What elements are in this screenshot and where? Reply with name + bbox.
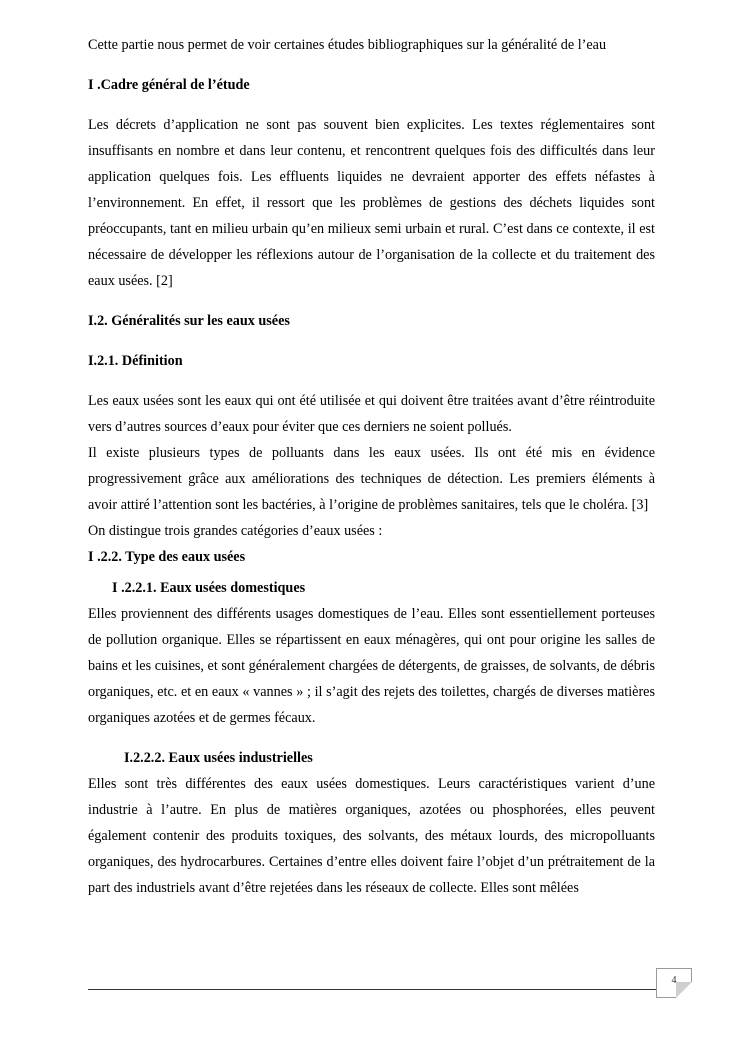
intro-text: Cette partie nous permet de voir certaines études bibliographiques sur la généralité de l’eau xyxy=(88,37,607,53)
paragraph-definition-2: Il existe plusieurs types de polluants dans les eaux usées. Ils ont été mis en évidence progressivement grâce aux améliorations des techniques de détection. Les premiers éléments à avoir attiré l’attention sont les bactéries, à l’origine de problèmes sanitaires, tels que le choléra. [3] xyxy=(88,445,655,513)
page-number: 4 xyxy=(656,968,692,998)
subsubsection-heading-domestiques: I .2.2.1. Eaux usées domestiques xyxy=(112,580,306,596)
subsection-heading-types: I .2.2. Type des eaux usées xyxy=(88,549,246,565)
footer-divider xyxy=(88,989,656,990)
paragraph-cadre: Les décrets d’application ne sont pas souvent bien explicites. Les textes réglementaires sont insuffisants en nombre et dans leur contenu, et rencontrent quelques fois des difficultés dans leur application quelques fois. Les effluents liquides ne devraient apporter des effets néfastes à l’environnement. En effet, il ressort que les problèmes de gestions des déchets liquides sont préoccupants, tant en milieu urbain qu’en milieux semi urbain et rural. C’est dans ce contexte, il est nécessaire de développer les réflexions autour de l’organisation de la collecte et du traitement des eaux usées. [2] xyxy=(88,117,655,289)
document-page xyxy=(88,32,655,901)
paragraph-domestiques: Elles proviennent des différents usages domestiques de l’eau. Elles sont essentiellement porteuses de pollution organique. Elles se répartissent en eaux ménagères, qui ont pour origine les salles de bains et les cuisines, et sont généralement chargées de détergents, de graisses, de solvants, de débris organiques, etc. et en eaux « vannes » ; il s’agit des rejets des toilettes, chargés de diverses matières organiques azotées et de germes fécaux. xyxy=(88,606,655,726)
paragraph-definition-3: On distingue trois grandes catégories d’eaux usées : xyxy=(88,523,383,539)
section-heading-cadre: I .Cadre général de l’étude xyxy=(88,77,250,93)
subsection-heading-definition: I.2.1. Définition xyxy=(88,353,183,369)
subsubsection-heading-industrielles: I.2.2.2. Eaux usées industrielles xyxy=(124,750,313,766)
section-heading-generalites: I.2. Généralités sur les eaux usées xyxy=(88,313,290,329)
paragraph-industrielles: Elles sont très différentes des eaux usées domestiques. Leurs caractéristiques varient d’une industrie à l’autre. En plus de matières organiques, azotées ou phosphorées, elles peuvent également contenir des produits toxiques, des solvants, des métaux lourds, des micropolluants organiques, des hydrocarbures. Certaines d’entre elles doivent faire l’objet d’un prétraitement de la part des industriels avant d’être rejetées dans les réseaux de collecte. Elles sont mêlées xyxy=(88,776,655,896)
paragraph-definition-1: Les eaux usées sont les eaux qui ont été utilisée et qui doivent être traitées avant d’être réintroduite vers d’autres sources d’eaux pour éviter que ces derniers ne soient pollués. xyxy=(88,393,655,435)
